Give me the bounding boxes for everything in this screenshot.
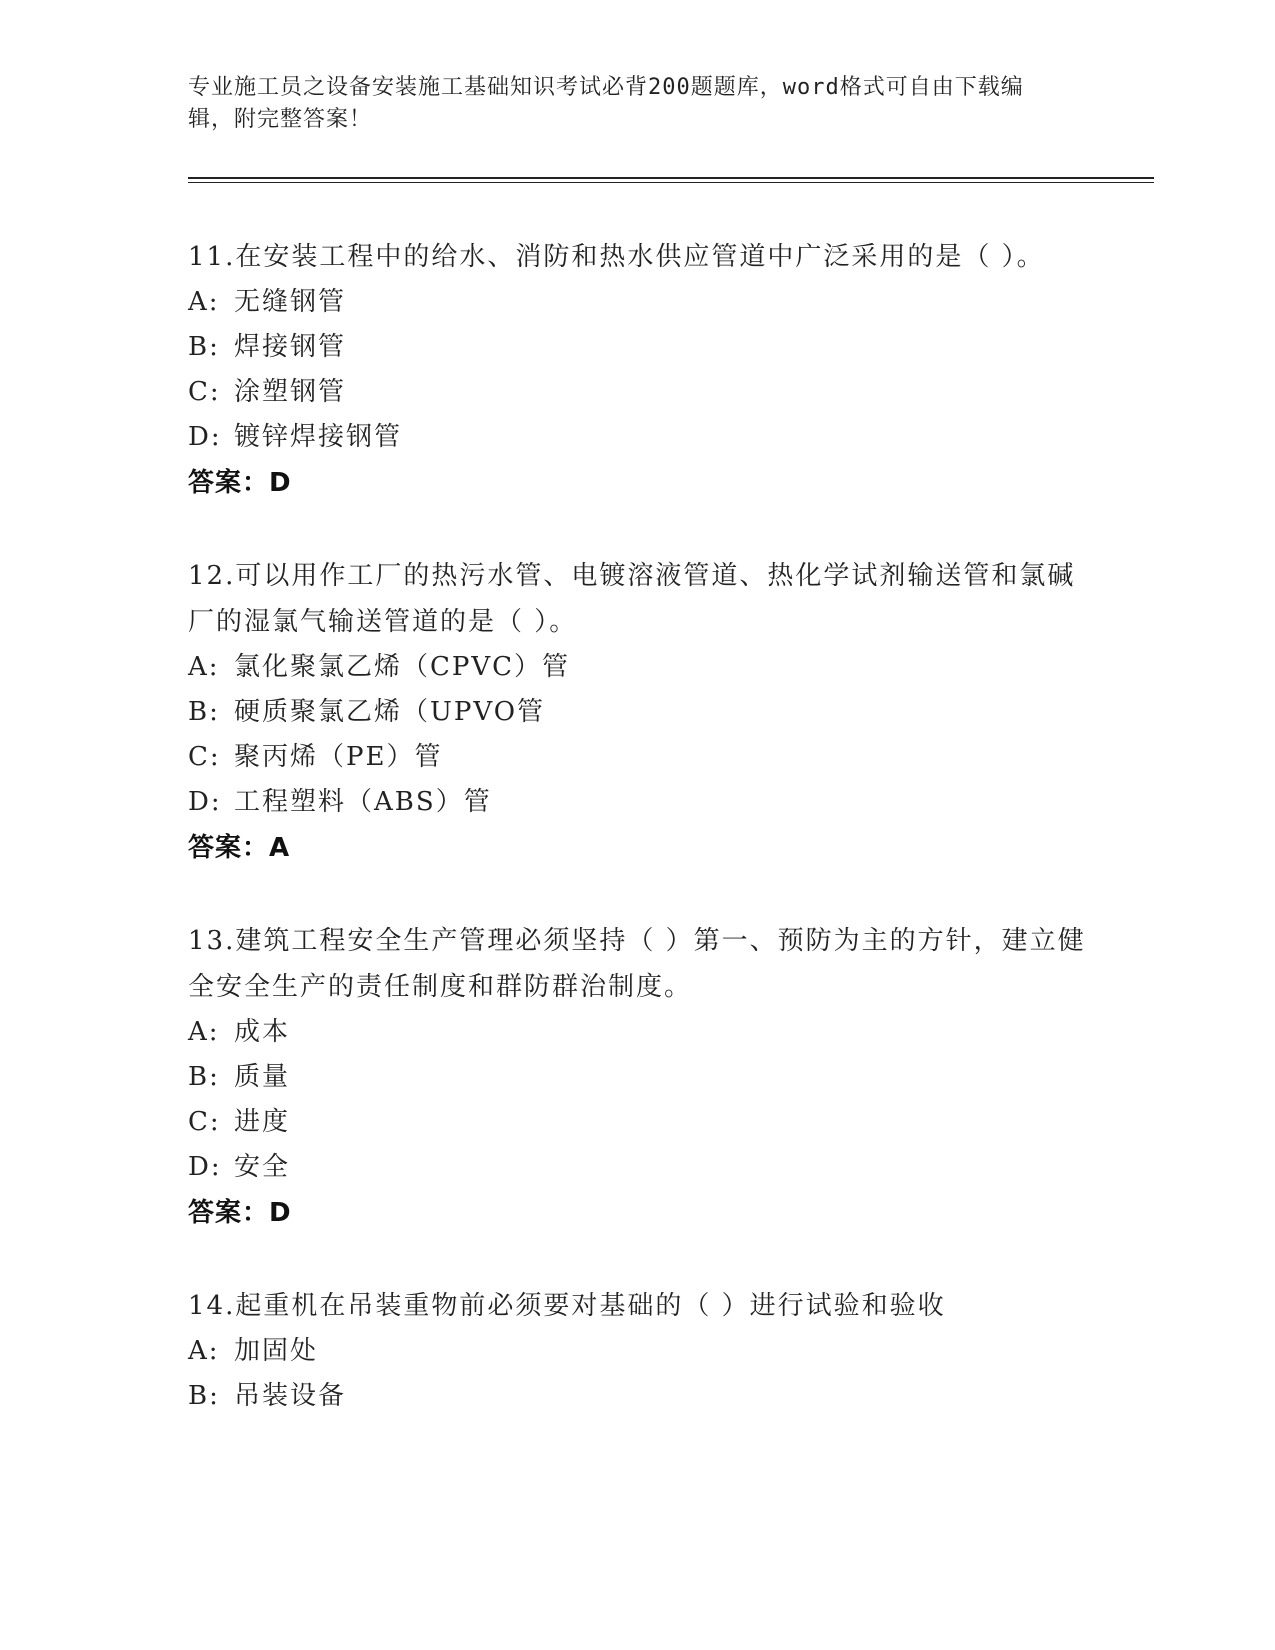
option-d xyxy=(188,780,1088,825)
question-13 xyxy=(188,918,1088,1236)
option-letter: B: xyxy=(188,332,220,362)
option-text: 安全 xyxy=(234,1152,291,1182)
option-text: 氯化聚氯乙烯（CPVC）管 xyxy=(234,652,571,682)
option-a xyxy=(188,1010,1088,1055)
question-stem: 11.在安装工程中的给水、消防和热水供应管道中广泛采用的是（ ）。 xyxy=(188,242,1045,272)
option-b xyxy=(188,325,1088,370)
option-letter: D: xyxy=(188,1152,222,1182)
option-text: 焊接钢管 xyxy=(234,332,347,362)
answer-line: 答案：D xyxy=(188,468,292,498)
option-letter: A: xyxy=(188,652,220,682)
option-c xyxy=(188,735,1088,780)
answer-line: 答案：D xyxy=(188,1198,292,1228)
question-11 xyxy=(188,234,1088,506)
option-letter: B: xyxy=(188,1062,220,1092)
option-text: 无缝钢管 xyxy=(234,287,347,317)
option-a xyxy=(188,280,1088,325)
header-rule-thin xyxy=(188,182,1154,183)
document-header: 专业施工员之设备安装施工基础知识考试必背200题题库，word格式可自由下载编辑，附完整答案！ xyxy=(188,75,1024,132)
option-a xyxy=(188,1329,1088,1374)
option-a xyxy=(188,645,1088,690)
question-stem: 12.可以用作工厂的热污水管、电镀溶液管道、热化学试剂输送管和氯碱厂的湿氯气输送管道的是（ ）。 xyxy=(188,561,1076,637)
option-letter: C: xyxy=(188,742,221,772)
option-b xyxy=(188,1374,1088,1419)
option-text: 成本 xyxy=(234,1017,291,1047)
option-d xyxy=(188,1145,1088,1190)
option-letter: A: xyxy=(188,1017,220,1047)
option-c xyxy=(188,1100,1088,1145)
option-text: 镀锌焊接钢管 xyxy=(234,422,403,452)
option-text: 质量 xyxy=(234,1062,291,1092)
option-text: 吊装设备 xyxy=(234,1381,347,1411)
question-stem: 13.建筑工程安全生产管理必须坚持（ ）第一、预防为主的方针，建立健全安全生产的责任制度和群防群治制度。 xyxy=(188,926,1086,1002)
question-12 xyxy=(188,553,1088,871)
option-letter: D: xyxy=(188,787,222,817)
option-text: 工程塑料（ABS）管 xyxy=(234,787,492,817)
option-text: 加固处 xyxy=(234,1336,319,1366)
option-b xyxy=(188,1055,1088,1100)
option-d xyxy=(188,415,1088,460)
option-letter: D: xyxy=(188,422,222,452)
option-letter: A: xyxy=(188,287,220,317)
question-list xyxy=(188,234,1088,1466)
option-letter: B: xyxy=(188,1381,220,1411)
option-text: 硬质聚氯乙烯（UPVO管 xyxy=(234,697,546,727)
option-c xyxy=(188,370,1088,415)
option-letter: C: xyxy=(188,1107,221,1137)
question-14 xyxy=(188,1283,1088,1419)
option-letter: A: xyxy=(188,1336,220,1366)
option-text: 进度 xyxy=(234,1107,291,1137)
option-letter: B: xyxy=(188,697,220,727)
option-text: 涂塑钢管 xyxy=(234,377,347,407)
option-letter: C: xyxy=(188,377,221,407)
header-rule-thick xyxy=(188,177,1154,179)
answer-line: 答案：A xyxy=(188,833,291,863)
question-stem: 14.起重机在吊装重物前必须要对基础的（ ）进行试验和验收 xyxy=(188,1291,946,1321)
option-b xyxy=(188,690,1088,735)
option-text: 聚丙烯（PE）管 xyxy=(234,742,443,772)
